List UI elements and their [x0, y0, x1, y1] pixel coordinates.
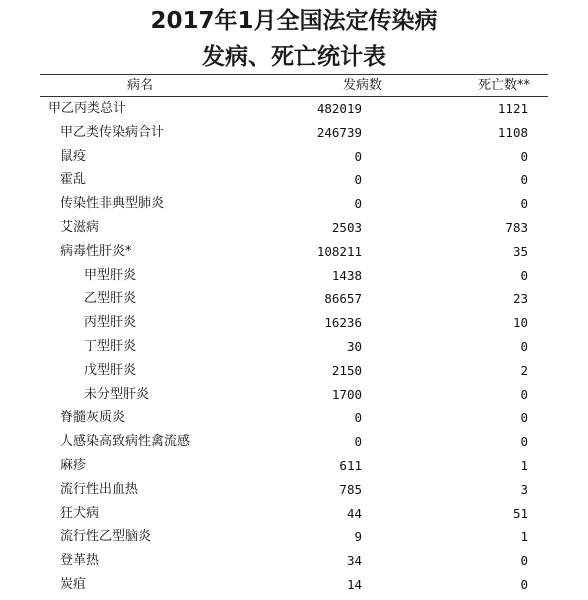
death-count: 0	[520, 148, 528, 164]
table-row	[40, 502, 548, 526]
disease-name: 甲乙丙类总计	[48, 101, 127, 116]
death-count: 0	[520, 338, 528, 354]
death-count: 0	[520, 172, 528, 188]
case-count: 2150	[331, 362, 362, 378]
table-row	[40, 168, 548, 192]
table-row	[40, 549, 548, 573]
disease-name: 流行性乙型脑炎	[60, 529, 152, 545]
case-count: 785	[339, 481, 362, 497]
death-count: 0	[520, 434, 528, 450]
table-row	[40, 216, 548, 240]
table-row	[40, 192, 548, 216]
case-count: 9	[354, 529, 362, 545]
disease-name: 未分型肝炎	[84, 386, 150, 402]
table-row	[40, 311, 548, 335]
death-count: 1121	[497, 101, 528, 116]
case-count: 1700	[331, 386, 362, 402]
table-row	[40, 478, 548, 502]
disease-name: 丁型肝炎	[84, 338, 137, 354]
disease-name: 甲型肝炎	[84, 267, 137, 283]
header-disease-name: 病名	[126, 78, 153, 93]
table-row	[40, 359, 548, 383]
table-row	[40, 145, 548, 169]
disease-name: 传染性非典型肺炎	[60, 196, 165, 212]
death-count: 51	[512, 505, 528, 521]
case-count: 611	[339, 457, 362, 473]
case-count: 34	[346, 553, 362, 569]
case-count: 0	[354, 148, 362, 164]
disease-name: 狂犬病	[60, 505, 100, 521]
header-deaths: 死亡数**	[477, 78, 530, 93]
disease-name: 艾滋病	[60, 219, 100, 235]
table-row	[40, 335, 548, 359]
death-count: 783	[505, 219, 528, 235]
case-count: 108211	[316, 243, 362, 259]
disease-name: 鼠疫	[60, 148, 87, 164]
death-count: 0	[520, 410, 528, 426]
table-row	[40, 430, 548, 454]
table-row	[40, 525, 548, 549]
disease-name: 流行性出血热	[60, 481, 139, 497]
death-count: 3	[520, 481, 528, 497]
table-header	[40, 75, 548, 96]
death-count: 23	[512, 291, 528, 307]
case-count: 30	[346, 338, 362, 354]
death-count: 1	[520, 529, 528, 545]
disease-name: 戊型肝炎	[84, 362, 137, 378]
death-count: 0	[520, 576, 528, 592]
case-count: 0	[354, 172, 362, 188]
disease-name: 脊髓灰质炎	[60, 410, 126, 426]
death-count: 1108	[497, 124, 528, 140]
case-count: 246739	[316, 124, 362, 140]
table-row	[40, 454, 548, 478]
table-row	[40, 97, 548, 121]
disease-name: 登革热	[60, 553, 100, 569]
table-row	[40, 406, 548, 430]
case-count: 0	[354, 196, 362, 212]
table-row	[40, 264, 548, 288]
case-count: 16236	[324, 315, 362, 331]
death-count: 0	[520, 196, 528, 212]
case-count: 1438	[331, 267, 362, 283]
death-count: 0	[520, 267, 528, 283]
death-count: 10	[512, 315, 528, 331]
table-body	[40, 97, 548, 597]
page-title: 2017年1月全国法定传染病	[150, 8, 438, 34]
table-row	[40, 240, 548, 264]
case-count: 86657	[324, 291, 362, 307]
page-subtitle: 发病、死亡统计表	[202, 44, 386, 70]
death-count: 2	[520, 362, 528, 378]
disease-name: 人感染高致病性禽流感	[60, 434, 191, 450]
disease-name: 乙型肝炎	[84, 291, 137, 307]
disease-name: 丙型肝炎	[84, 315, 137, 331]
case-count: 0	[354, 434, 362, 450]
header-cases: 发病数	[342, 78, 382, 93]
death-count: 1	[520, 457, 528, 473]
disease-name: 病毒性肝炎*	[60, 243, 132, 259]
death-count: 35	[512, 243, 528, 259]
case-count: 14	[346, 576, 362, 592]
case-count: 482019	[316, 101, 362, 116]
case-count: 2503	[331, 219, 362, 235]
disease-name: 炭疽	[60, 576, 87, 592]
death-count: 0	[520, 553, 528, 569]
disease-name: 甲乙类传染病合计	[60, 124, 165, 140]
table-row	[40, 573, 548, 597]
table-row	[40, 121, 548, 145]
case-count: 44	[346, 505, 362, 521]
disease-name: 霍乱	[60, 172, 87, 188]
death-count: 0	[520, 386, 528, 402]
disease-name: 麻疹	[60, 457, 87, 473]
case-count: 0	[354, 410, 362, 426]
table-row	[40, 287, 548, 311]
table-row	[40, 383, 548, 407]
